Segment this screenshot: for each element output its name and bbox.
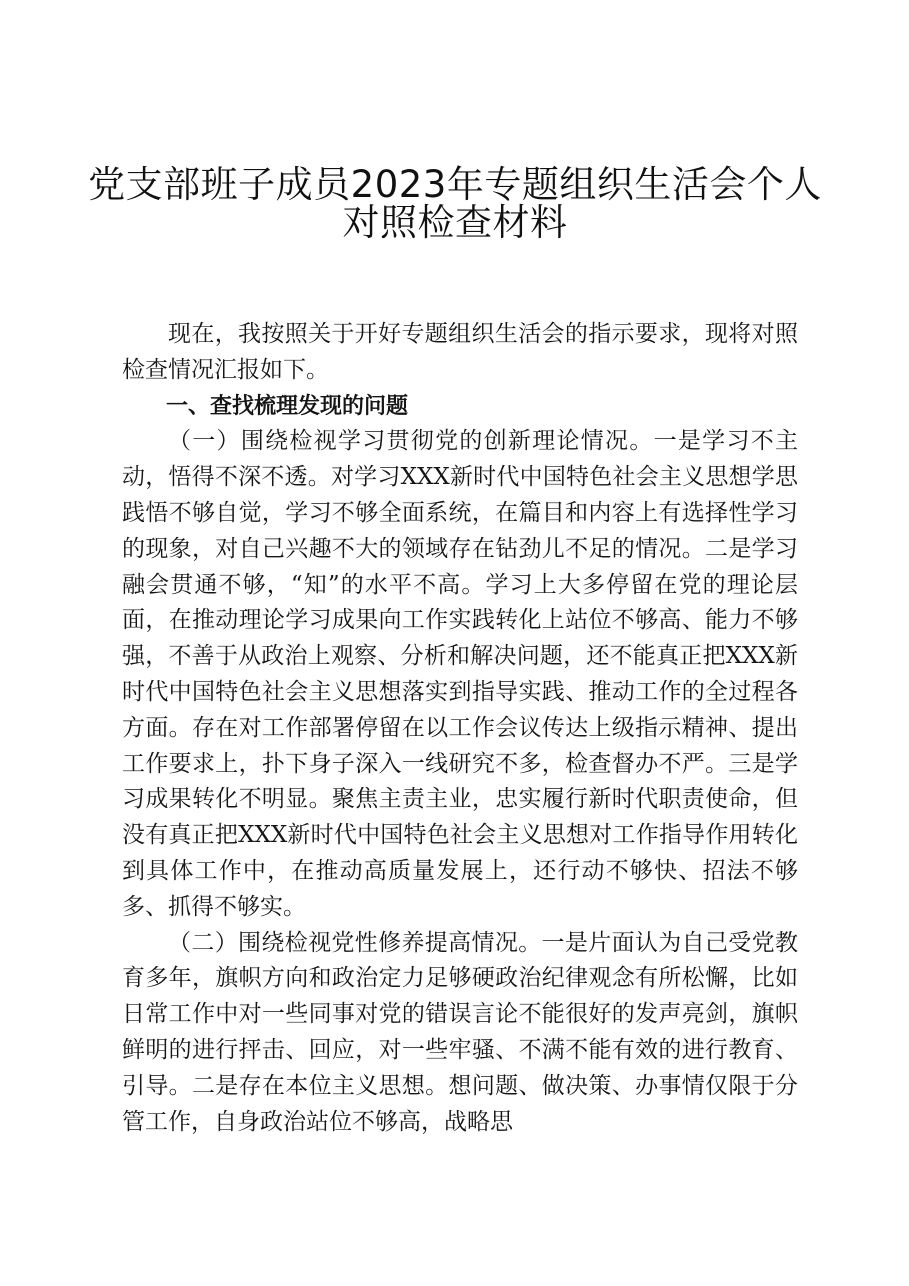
paragraph-1: （一）围绕检视学习贯彻党的创新理论情况。一是学习不主动，悟得不深不透。对学习XXX新时代中国特色社会主义思想学思践悟不够自觉，学习不够全面系统，在篇目和内容上有选择性学习的现象，对自己兴趣不大的领域存在钻劲儿不足的情况。二是学习融会贯通不够，“知”的水平不高。学习上大多停留在党的理论层面，在推动理论学习成果向工作实践转化上站位不够高、能力不够强，不善于从政治上观察、分析和解决问题，还不能真正把XXX新时代中国特色社会主义思想落实到指导实践、推动工作的全过程各方面。存在对工作部署停留在以工作会议传达上级指示精神、提出工作要求上，扑下身子深入一线研究不多，检查督办不严。三是学习成果转化不明显。聚焦主责主业，忠实履行新时代职责使命，但没有真正把XXX新时代中国特色社会主义思想对工作指导作用转化到具体工作中，在推动高质量发展上，还行动不够快、招法不够多、抓得不够实。 (122, 428, 798, 920)
intro-paragraph: 现在，我按照关于开好专题组织生活会的指示要求，现将对照检查情况汇报如下。 (122, 321, 798, 383)
document-title-line-2: 对照检查材料 (342, 201, 568, 244)
document-body (122, 317, 798, 1140)
document-title-line-1: 党支部班子成员2023年专题组织生活会个人 (88, 163, 822, 206)
section-heading: 一、查找梳理发现的问题 (166, 393, 409, 419)
paragraph-2: （二）围绕检视党性修养提高情况。一是片面认为自己受党教育多年，旗帜方向和政治定力足够硬政治纪律观念有所松懈，比如日常工作中对一些同事对党的错误言论不能很好的发声亮剑，旗帜鲜明的进行抨击、回应，对一些牢骚、不满不能有效的进行教育、引导。二是存在本位主义思想。想问题、做决策、办事情仅限于分管工作，自身政治站位不够高，战略思 (122, 929, 798, 1135)
